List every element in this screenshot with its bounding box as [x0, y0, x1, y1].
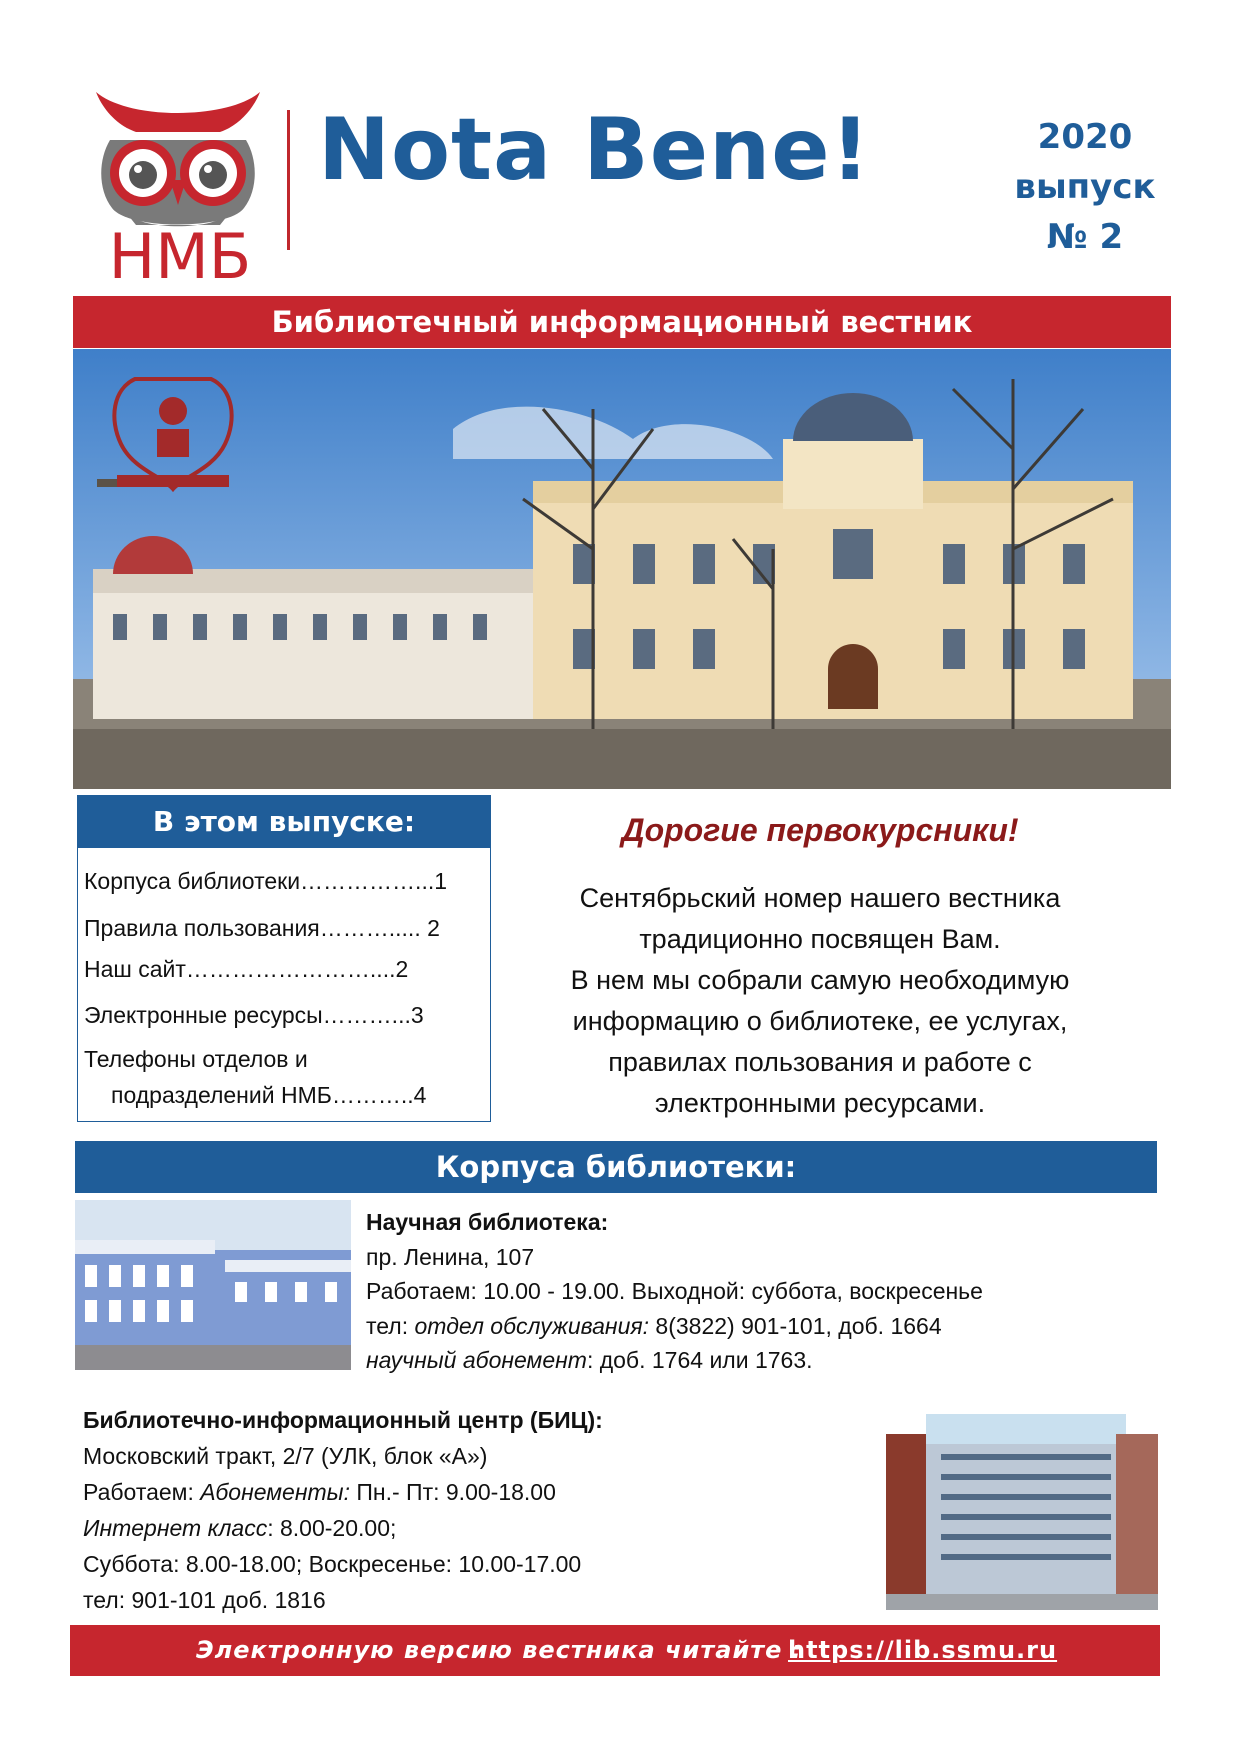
internet-class-hours: Интернет класс: 8.00-20.00; — [83, 1515, 397, 1541]
issue-info — [1005, 112, 1165, 262]
footer-label: Электронную версию вестника читайте : — [196, 1636, 803, 1664]
contents-heading: В этом выпуске: — [78, 796, 490, 848]
greeting-line: электронными ресурсами. — [654, 1088, 986, 1118]
bic-info — [83, 1402, 883, 1618]
section-banner: Корпуса библиотеки: — [75, 1141, 1157, 1193]
greeting-text — [510, 878, 1130, 1124]
contents-item: подразделений НМБ………..4 — [111, 1082, 427, 1108]
logo-text: НМБ — [108, 220, 252, 293]
footer-banner — [70, 1625, 1160, 1676]
owl-logo — [88, 80, 268, 293]
weekend-hours: Суббота: 8.00-18.00; Воскресенье: 10.00-17.00 — [83, 1551, 582, 1577]
issue-label: выпуск — [1014, 167, 1156, 207]
issue-year: 2020 — [1037, 117, 1133, 157]
contents-item: Правила пользования………..... 2 — [84, 915, 440, 941]
website-link[interactable]: https://lib.ssmu.ru — [788, 1636, 1058, 1664]
subtitle-banner: Библиотечный информационный вестник — [73, 296, 1171, 348]
header-divider — [287, 110, 290, 250]
contents-item: Телефоны отделов и — [84, 1046, 308, 1072]
greeting-line: информацию о библиотеке, ее услугах, — [572, 1006, 1068, 1036]
masthead-title: Nota Bene! — [318, 100, 871, 200]
university-building-photo — [73, 349, 1171, 789]
greeting-line: Сентябрьский номер нашего вестника — [579, 883, 1061, 913]
library-address: пр. Ленина, 107 — [366, 1243, 535, 1270]
greeting-line: В нем мы собрали самую необходимую — [570, 965, 1070, 995]
library-address: Московский тракт, 2/7 (УЛК, блок «А») — [83, 1443, 488, 1469]
library-hours: Работаем: 10.00 - 19.00. Выходной: суббота, воскресенье — [366, 1278, 983, 1304]
library-subscription: научный абонемент: доб. 1764 или 1763. — [366, 1347, 813, 1373]
issue-number: № 2 — [1046, 217, 1124, 257]
library-name: Библиотечно-информационный центр (БИЦ): — [83, 1407, 603, 1433]
contents-item: Корпуса библиотеки……………...1 — [84, 868, 448, 894]
greeting-line: правилах пользования и работе с — [608, 1047, 1032, 1077]
library-phone: тел: отдел обслуживания: 8(3822) 901-101, доб. 1664 — [366, 1312, 942, 1339]
library-hours: Работаем: Абонементы: Пн.- Пт: 9.00-18.00 — [83, 1479, 556, 1505]
contents-item: Наш сайт……………………....2 — [84, 956, 409, 982]
issue-contents — [77, 795, 491, 1122]
library-phone: тел: 901-101 доб. 1816 — [83, 1587, 326, 1613]
contents-item: Электронные ресурсы………...3 — [84, 1002, 424, 1028]
scientific-library-info — [366, 1205, 1166, 1378]
bic-building-photo — [886, 1394, 1158, 1610]
greeting-line: традиционно посвящен Вам. — [639, 924, 1001, 954]
greeting-title: Дорогие первокурсники! — [621, 812, 1019, 848]
scientific-library-photo — [75, 1200, 351, 1370]
library-name: Научная библиотека: — [366, 1209, 609, 1235]
